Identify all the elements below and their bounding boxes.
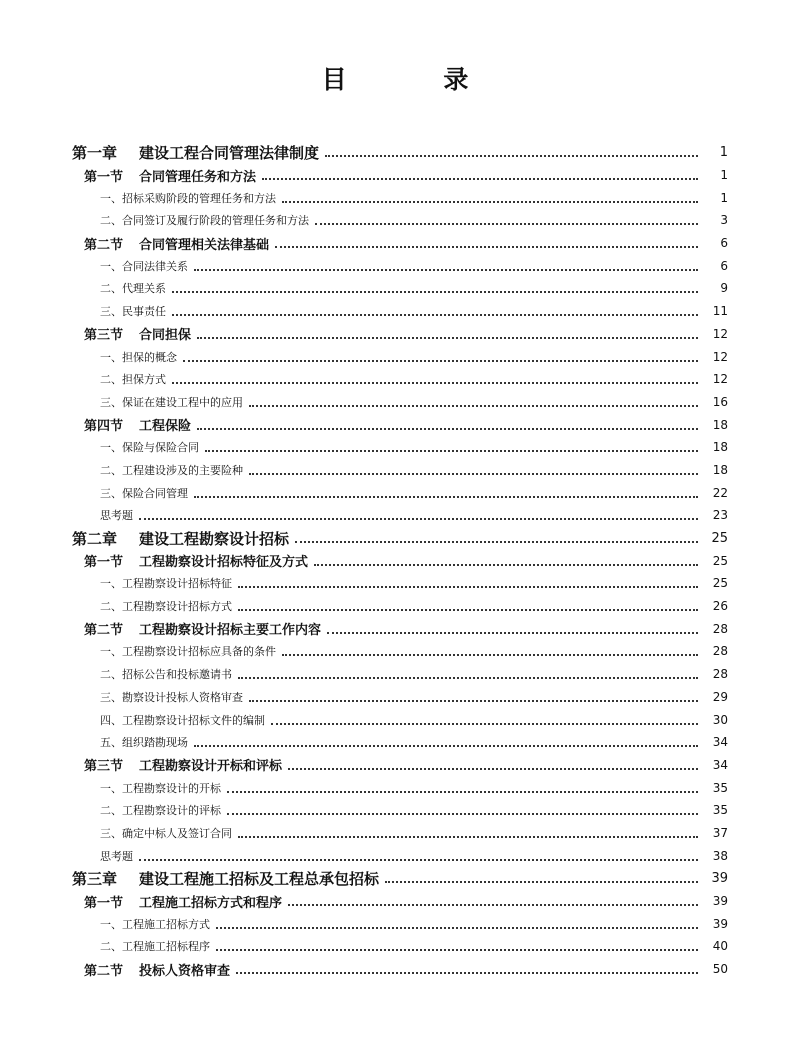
toc-page-number: 50 [712, 962, 728, 977]
toc-entry-item [0, 799, 790, 822]
toc-page-number: 28 [712, 667, 728, 682]
toc-entry-item [0, 186, 790, 209]
toc-entry-label [72, 528, 289, 549]
toc-entry-section [0, 413, 790, 436]
dot-leader [288, 768, 698, 770]
toc-entry-number: 第一节 [84, 895, 124, 911]
dot-leader [194, 745, 698, 747]
toc-entry-label [100, 666, 232, 682]
toc-entry-question [0, 844, 790, 867]
toc-entry-text: 建设工程勘察设计招标 [139, 529, 290, 548]
toc-page-number: 11 [712, 304, 728, 319]
toc-page-number: 22 [712, 485, 728, 500]
toc-entry-label [84, 619, 321, 638]
toc-entry-text: 工程勘察设计开标和评标 [139, 759, 283, 775]
toc-page-number: 18 [712, 440, 728, 455]
toc-entry-text: 工程勘察设计招标特征及方式 [139, 555, 309, 571]
toc-entry-item [0, 776, 790, 799]
toc-entry-label [100, 190, 276, 206]
dot-leader [325, 155, 698, 157]
toc-entry-label [100, 848, 133, 864]
toc-entry-section [0, 323, 790, 346]
toc-entry-label [84, 960, 230, 979]
dot-leader [236, 972, 698, 974]
toc-entry-label [100, 462, 243, 478]
toc-page-number: 12 [712, 349, 728, 364]
toc-entry-text: 工程保险 [139, 419, 192, 435]
toc-entry-text: 一、担保的概念 [100, 350, 177, 364]
toc-entry-item [0, 686, 790, 709]
toc-page-number: 34 [712, 757, 728, 772]
toc-entry-chapter [0, 527, 790, 550]
toc-page-number: 6 [720, 236, 728, 251]
toc-entry-item [0, 822, 790, 845]
toc-entry-number: 第三章 [72, 869, 118, 888]
toc-entry-text: 投标人资格审查 [139, 963, 231, 979]
toc-entry-text: 思考题 [100, 509, 133, 523]
toc-entry-number: 第三节 [84, 328, 124, 344]
dot-leader [227, 791, 698, 793]
toc-entry-text: 一、工程施工招标方式 [100, 917, 210, 931]
toc-page-number: 25 [711, 530, 728, 546]
table-of-contents [0, 141, 790, 980]
toc-entry-label [100, 689, 243, 705]
toc-entry-text: 一、工程勘察设计招标特征 [100, 577, 232, 591]
toc-entry-label [100, 643, 276, 659]
toc-entry-section [0, 232, 790, 255]
toc-page-number: 34 [712, 735, 728, 750]
toc-entry-number: 第一节 [84, 169, 124, 185]
toc-entry-item [0, 300, 790, 323]
toc-entry-label [100, 780, 221, 796]
toc-entry-question [0, 504, 790, 527]
toc-entry-item [0, 572, 790, 595]
toc-page-number: 40 [712, 939, 728, 954]
dot-leader [205, 450, 698, 452]
toc-entry-label [100, 371, 166, 387]
toc-entry-item [0, 935, 790, 958]
toc-entry-chapter [0, 867, 790, 890]
dot-leader [227, 813, 698, 815]
dot-leader [139, 859, 698, 861]
dot-leader [172, 291, 698, 293]
toc-page-number: 35 [712, 780, 728, 795]
toc-entry-text: 五、组织踏勘现场 [100, 736, 188, 750]
toc-entry-item [0, 209, 790, 232]
toc-entry-number: 第二节 [84, 237, 124, 253]
toc-entry-text: 建设工程合同管理法律制度 [139, 143, 320, 162]
dot-leader [238, 609, 698, 611]
toc-page-number: 16 [712, 394, 728, 409]
toc-entry-number: 第一章 [72, 143, 118, 162]
toc-entry-item [0, 663, 790, 686]
toc-entry-item [0, 640, 790, 663]
toc-page-number: 29 [712, 689, 728, 704]
dot-leader [238, 836, 698, 838]
dot-leader [183, 360, 698, 362]
toc-entry-label [100, 802, 221, 818]
toc-entry-section [0, 617, 790, 640]
toc-entry-text: 工程勘察设计招标主要工作内容 [139, 623, 322, 639]
toc-entry-text: 二、工程勘察设计的评标 [100, 804, 221, 818]
dot-leader [216, 927, 698, 929]
toc-entry-number: 第二节 [84, 963, 124, 979]
dot-leader [262, 178, 698, 180]
toc-entry-label [100, 938, 210, 954]
toc-page-number: 1 [720, 168, 728, 183]
toc-page-number: 3 [720, 213, 728, 228]
toc-entry-item [0, 595, 790, 618]
toc-entry-label [84, 324, 191, 343]
dot-leader [249, 473, 698, 475]
dot-leader [238, 586, 698, 588]
toc-entry-text: 合同担保 [139, 328, 192, 344]
toc-entry-text: 四、工程勘察设计招标文件的编制 [100, 713, 265, 727]
toc-page-number: 6 [720, 258, 728, 273]
dot-leader [385, 881, 698, 883]
page-title: 目 录 [321, 65, 513, 94]
toc-entry-text: 二、合同签订及履行阶段的管理任务和方法 [100, 214, 309, 228]
toc-entry-number: 第二章 [72, 529, 118, 548]
toc-entry-text: 三、民事责任 [100, 305, 166, 319]
toc-entry-section [0, 958, 790, 981]
toc-entry-text: 二、代理关系 [100, 282, 166, 296]
dot-leader [249, 700, 698, 702]
dot-leader [197, 428, 698, 430]
toc-entry-section [0, 890, 790, 913]
dot-leader [327, 632, 698, 634]
toc-entry-label [100, 394, 243, 410]
dot-leader [172, 314, 698, 316]
toc-page-number: 18 [712, 417, 728, 432]
toc-entry-label [100, 575, 232, 591]
toc-entry-text: 三、勘察设计投标人资格审查 [100, 690, 243, 704]
toc-entry-item [0, 481, 790, 504]
toc-page-number: 28 [712, 621, 728, 636]
toc-entry-label [100, 280, 166, 296]
dot-leader [315, 223, 698, 225]
toc-page-number: 12 [712, 326, 728, 341]
toc-page-number: 37 [712, 825, 728, 840]
dot-leader [194, 269, 698, 271]
dot-leader [288, 904, 698, 906]
toc-entry-label [72, 142, 319, 163]
toc-page-number: 1 [720, 190, 728, 205]
toc-page-number: 26 [712, 599, 728, 614]
dot-leader [295, 541, 698, 543]
toc-entry-label [100, 303, 166, 319]
toc-page-number: 25 [712, 553, 728, 568]
toc-entry-label [100, 916, 210, 932]
dot-leader [314, 564, 698, 566]
toc-entry-text: 合同管理相关法律基础 [139, 237, 270, 253]
toc-entry-label [100, 439, 199, 455]
toc-entry-text: 一、工程勘察设计的开标 [100, 781, 221, 795]
toc-entry-section [0, 549, 790, 572]
dot-leader [197, 337, 698, 339]
toc-page-number: 39 [712, 894, 728, 909]
toc-entry-item [0, 345, 790, 368]
toc-entry-label [84, 755, 282, 774]
dot-leader [275, 246, 698, 248]
toc-entry-label [100, 349, 177, 365]
toc-entry-text: 合同管理任务和方法 [139, 169, 257, 185]
toc-entry-label [84, 415, 191, 434]
dot-leader [282, 654, 698, 656]
toc-entry-text: 二、工程建设涉及的主要险种 [100, 463, 243, 477]
toc-entry-label [100, 734, 188, 750]
toc-page-number: 30 [712, 712, 728, 727]
toc-page-number: 9 [720, 281, 728, 296]
toc-entry-item [0, 254, 790, 277]
dot-leader [238, 677, 698, 679]
toc-entry-text: 二、招标公告和投标邀请书 [100, 668, 232, 682]
toc-entry-text: 一、招标采购阶段的管理任务和方法 [100, 191, 276, 205]
toc-entry-label [84, 166, 256, 185]
toc-entry-label [100, 212, 309, 228]
toc-entry-item [0, 708, 790, 731]
toc-entry-item [0, 459, 790, 482]
toc-entry-number: 第一节 [84, 555, 124, 571]
toc-page-number: 25 [712, 576, 728, 591]
toc-entry-label [100, 598, 232, 614]
toc-entry-text: 二、担保方式 [100, 373, 166, 387]
toc-entry-label [84, 234, 269, 253]
toc-entry-section [0, 754, 790, 777]
toc-entry-label [100, 485, 188, 501]
toc-entry-label [84, 551, 308, 570]
toc-entry-text: 建设工程施工招标及工程总承包招标 [139, 869, 380, 888]
dot-leader [139, 518, 698, 520]
toc-entry-text: 二、工程勘察设计招标方式 [100, 600, 232, 614]
toc-page-number: 23 [712, 508, 728, 523]
toc-page-number: 35 [712, 803, 728, 818]
toc-entry-item [0, 391, 790, 414]
toc-entry-text: 三、保险合同管理 [100, 486, 188, 500]
toc-page-number: 12 [712, 372, 728, 387]
dot-leader [271, 723, 698, 725]
toc-entry-text: 一、合同法律关系 [100, 259, 188, 273]
toc-entry-text: 工程施工招标方式和程序 [139, 895, 283, 911]
toc-entry-chapter [0, 141, 790, 164]
toc-entry-label [100, 712, 265, 728]
toc-entry-section [0, 164, 790, 187]
toc-page-number: 28 [712, 644, 728, 659]
toc-entry-label [100, 258, 188, 274]
dot-leader [249, 405, 698, 407]
dot-leader [172, 382, 698, 384]
toc-page-number: 38 [712, 848, 728, 863]
toc-entry-number: 第三节 [84, 759, 124, 775]
toc-page-number: 39 [711, 870, 728, 886]
toc-entry-item [0, 436, 790, 459]
toc-entry-label [100, 507, 133, 523]
toc-entry-label [72, 868, 379, 889]
toc-entry-item [0, 731, 790, 754]
toc-entry-text: 三、保证在建设工程中的应用 [100, 395, 243, 409]
dot-leader [216, 949, 698, 951]
toc-entry-item [0, 277, 790, 300]
toc-entry-text: 思考题 [100, 849, 133, 863]
dot-leader [282, 201, 698, 203]
toc-entry-item [0, 368, 790, 391]
toc-entry-text: 一、工程勘察设计招标应具备的条件 [100, 645, 276, 659]
toc-entry-text: 一、保险与保险合同 [100, 441, 199, 455]
toc-entry-number: 第二节 [84, 623, 124, 639]
toc-page-number: 39 [712, 916, 728, 931]
toc-entry-label [100, 825, 232, 841]
toc-page-number: 18 [712, 462, 728, 477]
toc-entry-item [0, 912, 790, 935]
dot-leader [194, 496, 698, 498]
toc-entry-number: 第四节 [84, 419, 124, 435]
toc-entry-label [84, 892, 282, 911]
toc-page-number: 1 [719, 144, 728, 160]
toc-entry-text: 三、确定中标人及签订合同 [100, 826, 232, 840]
toc-entry-text: 二、工程施工招标程序 [100, 940, 210, 954]
